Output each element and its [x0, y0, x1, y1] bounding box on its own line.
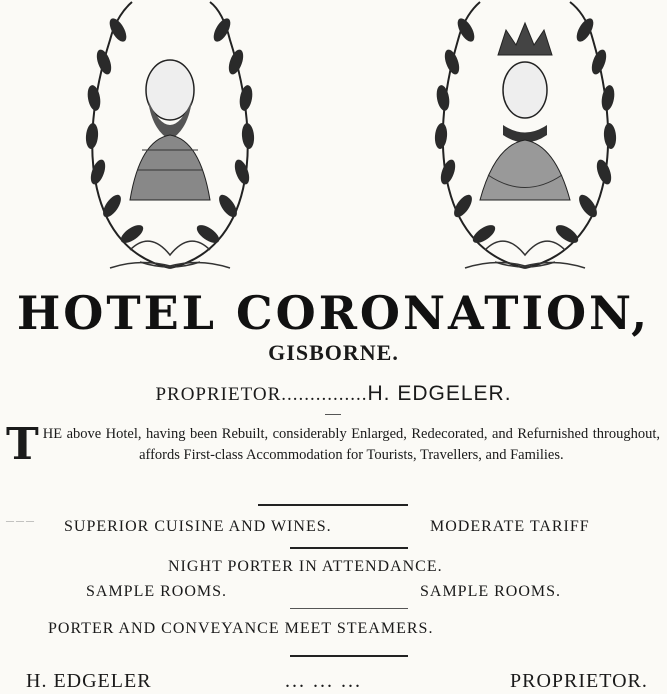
dropcap-letter: T: [6, 419, 39, 470]
tariff-text: MODERATE TARIFF: [430, 518, 590, 535]
queen-portrait-wreath-image: [418, 0, 633, 285]
proprietor-label: PROPRIETOR: [155, 384, 282, 405]
sample-rooms-left: SAMPLE ROOMS.: [86, 583, 228, 600]
proprietor-line: [0, 382, 667, 406]
separator-small: [325, 414, 341, 415]
description-paragraph: [6, 419, 660, 470]
sample-rooms-right: SAMPLE ROOMS.: [420, 583, 562, 600]
footer-dots: ... ... ...: [285, 670, 362, 692]
night-porter-text: NIGHT PORTER IN ATTENDANCE.: [168, 558, 443, 575]
footer-title: PROPRIETOR.: [510, 670, 648, 692]
cuisine-text: SUPERIOR CUISINE AND WINES.: [64, 518, 332, 535]
king-portrait-wreath-image: [70, 0, 270, 285]
steamers-text: PORTER AND CONVEYANCE MEET STEAMERS.: [48, 620, 434, 637]
separator-rule-2: [290, 547, 408, 549]
town-heading: GISBORNE.: [268, 340, 399, 365]
footer-name: H. EDGELER: [26, 670, 152, 692]
proprietor-name: H. EDGELER.: [367, 382, 512, 405]
proprietor-dots: ...............: [281, 384, 368, 405]
portraits-header: [0, 0, 667, 290]
description-text: HE above Hotel, having been Rebuilt, considerably Enlarged, Redecorated, and Refurnished throughout, affords First-class Accommodation for Tourists, Travellers, and Families.: [42, 426, 660, 463]
separator-rule-3: [290, 608, 408, 609]
separator-rule-4: [290, 655, 408, 657]
hotel-name-heading: HOTEL CORONATION,: [16, 286, 651, 340]
separator-rule: [258, 504, 408, 506]
margin-mark: — — —: [6, 516, 34, 525]
